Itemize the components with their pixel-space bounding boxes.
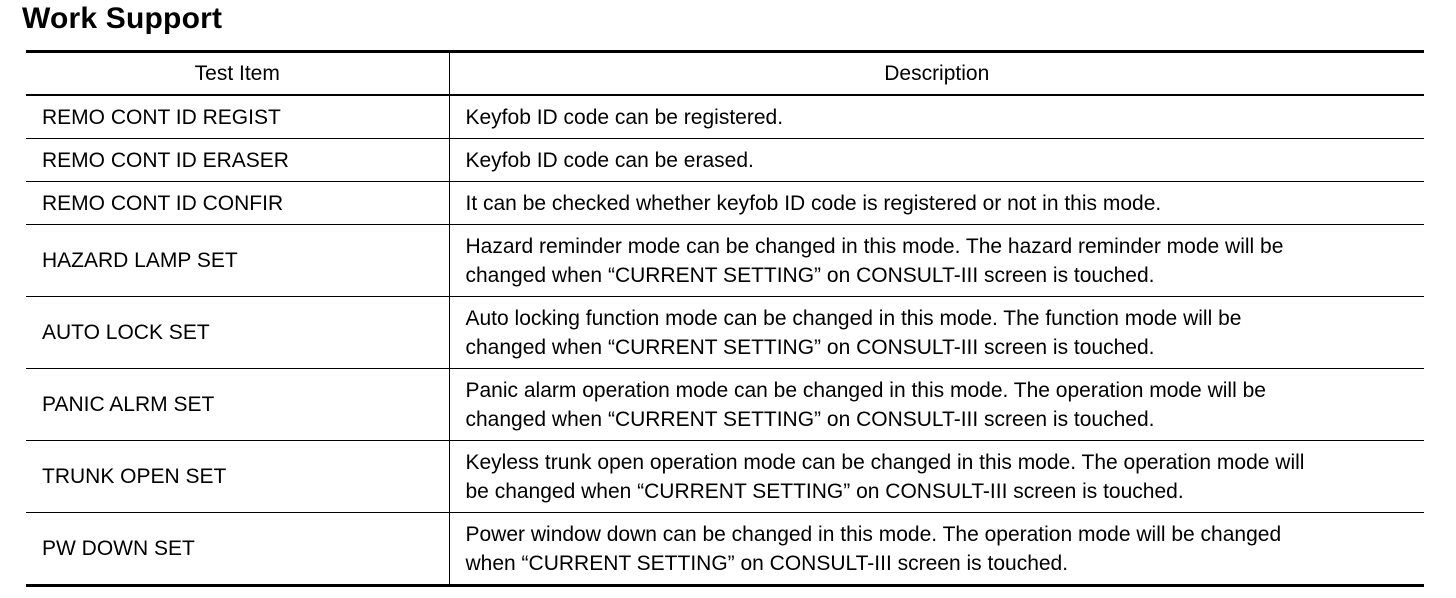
test-item-cell: REMO CONT ID REGIST xyxy=(26,95,449,139)
description-line: when “CURRENT SETTING” on CONSULT-III screen is touched. xyxy=(465,551,1069,575)
table-row xyxy=(26,297,1424,369)
test-item-cell: HAZARD LAMP SET xyxy=(26,225,449,297)
work-support-table-container xyxy=(26,50,1424,587)
description-line: Panic alarm operation mode can be changed in this mode. The operation mode will be xyxy=(465,378,1266,402)
description-cell xyxy=(449,297,1424,369)
header-description: Description xyxy=(884,62,990,85)
description-cell xyxy=(449,95,1424,139)
description-line: changed when “CURRENT SETTING” on CONSULT-III screen is touched. xyxy=(465,407,1155,431)
description-line: Auto locking function mode can be changed in this mode. The function mode will be xyxy=(465,306,1242,330)
description-cell xyxy=(449,513,1424,586)
test-item-cell: REMO CONT ID ERASER xyxy=(26,139,449,182)
header-test-item: Test Item xyxy=(26,52,449,96)
description-line: Keyfob ID code can be erased. xyxy=(465,148,754,172)
test-item-cell: AUTO LOCK SET xyxy=(26,297,449,369)
description-cell xyxy=(449,139,1424,182)
table-row xyxy=(26,95,1424,139)
table-row xyxy=(26,369,1424,441)
description-line: It can be checked whether keyfob ID code is registered or not in this mode. xyxy=(465,191,1162,215)
test-item-cell: PW DOWN SET xyxy=(26,513,449,586)
test-item-cell: PANIC ALRM SET xyxy=(26,369,449,441)
table-row xyxy=(26,441,1424,513)
description-line: Hazard reminder mode can be changed in this mode. The hazard reminder mode will be xyxy=(465,234,1284,258)
page-title: Work Support xyxy=(22,2,223,35)
table-row xyxy=(26,225,1424,297)
description-cell xyxy=(449,369,1424,441)
table-header-row xyxy=(26,52,1424,96)
test-item-cell: TRUNK OPEN SET xyxy=(26,441,449,513)
table-row xyxy=(26,182,1424,225)
work-support-table xyxy=(26,50,1424,587)
description-line: Keyless trunk open operation mode can be changed in this mode. The operation mode will xyxy=(465,450,1305,474)
description-cell xyxy=(449,441,1424,513)
test-item-cell: REMO CONT ID CONFIR xyxy=(26,182,449,225)
description-cell xyxy=(449,182,1424,225)
description-cell xyxy=(449,225,1424,297)
description-line: changed when “CURRENT SETTING” on CONSULT-III screen is touched. xyxy=(465,263,1155,287)
description-line: Power window down can be changed in this mode. The operation mode will be changed xyxy=(465,522,1282,546)
description-line: Keyfob ID code can be registered. xyxy=(465,105,784,129)
description-line: changed when “CURRENT SETTING” on CONSULT-III screen is touched. xyxy=(465,335,1155,359)
description-line: be changed when “CURRENT SETTING” on CONSULT-III screen is touched. xyxy=(465,479,1184,503)
table-row xyxy=(26,513,1424,586)
table-row xyxy=(26,139,1424,182)
